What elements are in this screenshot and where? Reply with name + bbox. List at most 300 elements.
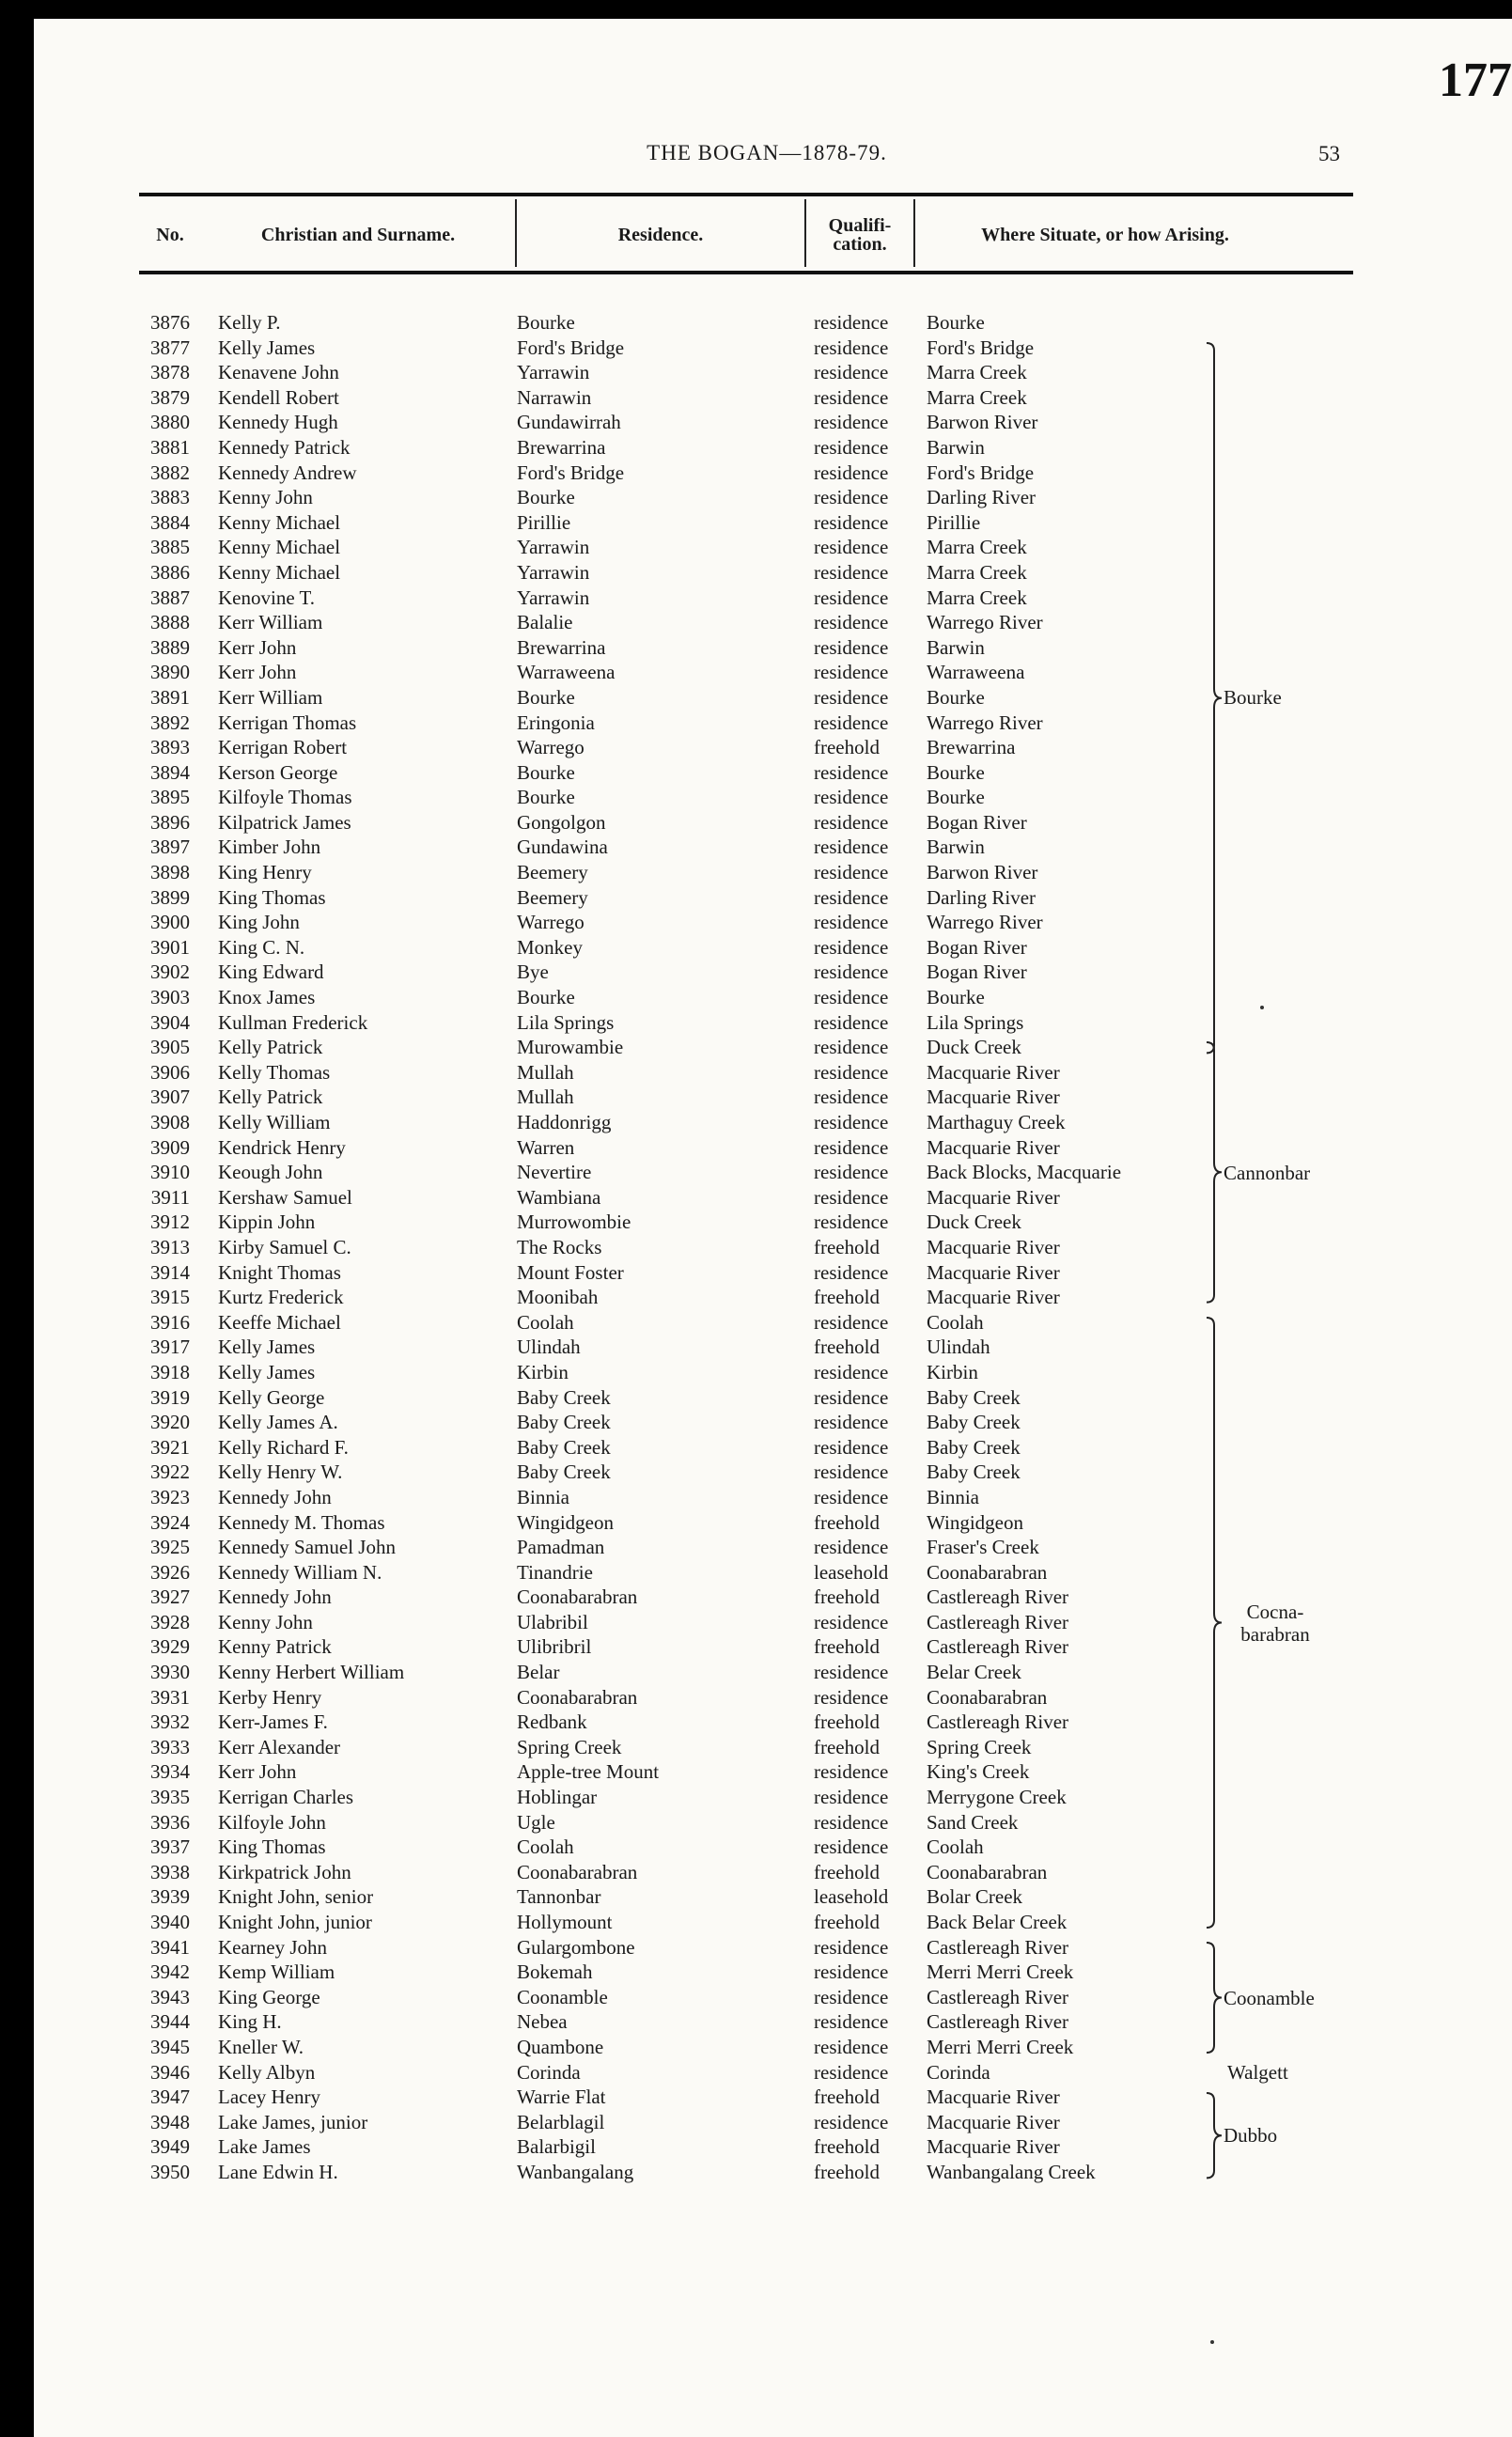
- cell-where: Merri Merri Creek: [927, 1961, 1074, 1984]
- cell-where: Barwon River: [927, 411, 1038, 434]
- cell-no: 3892: [150, 711, 190, 734]
- cell-qual: residence: [814, 1536, 889, 1559]
- cell-qual: residence: [814, 661, 889, 684]
- cell-res: Coonabarabran: [517, 1685, 638, 1709]
- cell-name: Lake James, junior: [218, 2110, 368, 2133]
- table-row: [34, 1935, 1512, 1961]
- cell-qual: residence: [814, 2060, 889, 2084]
- cell-res: Ulibribril: [517, 1635, 592, 1659]
- cell-name: Kenny Michael: [218, 560, 341, 584]
- cell-qual: residence: [814, 861, 889, 884]
- cell-where: Baby Creek: [927, 1435, 1021, 1459]
- table-row: [34, 1310, 1512, 1336]
- group-label-line: Coonamble: [1224, 1986, 1315, 2009]
- cell-no: 3876: [150, 311, 190, 334]
- cell-no: 3909: [150, 1135, 190, 1159]
- cell-res: Bye: [517, 961, 549, 984]
- cell-qual: freehold: [814, 1735, 880, 1758]
- cell-no: 3931: [150, 1685, 190, 1709]
- cell-no: 3933: [150, 1735, 190, 1758]
- cell-qual: freehold: [814, 1911, 880, 1933]
- cell-res: Lila Springs: [517, 1010, 615, 1034]
- cell-where: Macquarie River: [927, 1235, 1060, 1258]
- cell-where: Merri Merri Creek: [927, 2035, 1074, 2058]
- cell-qual: residence: [814, 1661, 889, 1684]
- cell-res: Ugle: [517, 1810, 555, 1834]
- cell-no: 3915: [150, 1286, 190, 1309]
- cell-name: Kennedy Hugh: [218, 411, 338, 434]
- cell-where: Coonabarabran: [927, 1685, 1048, 1709]
- cell-name: Kelly Patrick: [218, 1036, 323, 1059]
- cell-no: 3880: [150, 411, 190, 434]
- cell-qual: residence: [814, 1485, 889, 1508]
- table-row: [34, 1135, 1512, 1161]
- table-row: [34, 2060, 1512, 2086]
- cell-res: Yarrawin: [517, 536, 590, 559]
- table-row: [34, 835, 1512, 860]
- cell-name: Lane Edwin H.: [218, 2160, 338, 2183]
- cell-qual: residence: [814, 911, 889, 934]
- cell-res: Warrego: [517, 911, 585, 934]
- folio-number: 177: [1439, 54, 1512, 107]
- document-page: [34, 19, 1512, 2437]
- cell-res: Bourke: [517, 760, 575, 784]
- cell-no: 3910: [150, 1161, 190, 1184]
- cell-qual: residence: [814, 1411, 889, 1434]
- table-row: [34, 1485, 1512, 1510]
- cell-no: 3888: [150, 611, 190, 634]
- cell-no: 3879: [150, 385, 190, 409]
- cell-res: Hoblingar: [517, 1786, 598, 1809]
- cell-name: King C. N.: [218, 935, 305, 959]
- table-row: [34, 1235, 1512, 1260]
- cell-where: Macquarie River: [927, 1185, 1060, 1209]
- table-row: [34, 2134, 1512, 2160]
- cell-res: Bokemah: [517, 1961, 593, 1984]
- table-row: [34, 360, 1512, 385]
- cell-res: Coonabarabran: [517, 1586, 638, 1609]
- cell-no: 3930: [150, 1661, 190, 1684]
- cell-where: Bolar Creek: [927, 1885, 1023, 1909]
- cell-where: Baby Creek: [927, 1461, 1021, 1484]
- cell-name: Kenny Michael: [218, 536, 341, 559]
- cell-name: Knight John, senior: [218, 1885, 374, 1909]
- cell-name: Kerrigan Charles: [218, 1786, 354, 1809]
- cell-qual: residence: [814, 1435, 889, 1459]
- cell-name: Kendrick Henry: [218, 1135, 346, 1159]
- cell-qual: residence: [814, 1211, 889, 1234]
- cell-name: Kershaw Samuel: [218, 1185, 352, 1209]
- cell-where: Castlereagh River: [927, 1610, 1069, 1633]
- print-speck: [1210, 2340, 1214, 2344]
- table-row: [34, 435, 1512, 461]
- table-row: [34, 635, 1512, 661]
- cell-res: Coolah: [517, 1310, 574, 1334]
- table-row: [34, 1535, 1512, 1560]
- cell-name: Knight Thomas: [218, 1260, 341, 1284]
- cell-where: Marra Creek: [927, 536, 1027, 559]
- cell-qual: freehold: [814, 736, 880, 759]
- cell-res: Wanbangalang: [517, 2160, 634, 2183]
- cell-name: Kelly James: [218, 1360, 316, 1383]
- cell-where: Castlereagh River: [927, 1711, 1069, 1734]
- cell-no: 3924: [150, 1510, 190, 1534]
- cell-qual: residence: [814, 1610, 889, 1633]
- cell-where: Bourke: [927, 685, 985, 709]
- cell-name: Kelly Richard F.: [218, 1435, 349, 1459]
- cell-where: Brewarrina: [927, 736, 1016, 759]
- cell-res: Murrowombie: [517, 1211, 631, 1234]
- cell-where: Castlereagh River: [927, 1586, 1069, 1609]
- cell-res: Coonamble: [517, 1985, 608, 2008]
- cell-qual: residence: [814, 1310, 889, 1334]
- column-divider: [913, 199, 915, 267]
- cell-name: Kullman Frederick: [218, 1010, 368, 1034]
- cell-no: 3891: [150, 685, 190, 709]
- cell-qual: residence: [814, 435, 889, 459]
- cell-name: King John: [218, 911, 300, 934]
- table-row: [34, 1759, 1512, 1785]
- cell-where: Wanbangalang Creek: [927, 2160, 1096, 2183]
- cell-res: Baby Creek: [517, 1411, 611, 1434]
- cell-res: Ulabribil: [517, 1610, 588, 1633]
- table-row: [34, 310, 1512, 336]
- cell-res: Balarbigil: [517, 2135, 596, 2159]
- cell-no: 3887: [150, 586, 190, 609]
- table-row: [34, 1410, 1512, 1435]
- cell-where: Back Belar Creek: [927, 1911, 1068, 1933]
- cell-name: Kerr-James F.: [218, 1711, 328, 1734]
- cell-res: The Rocks: [517, 1235, 602, 1258]
- cell-qual: freehold: [814, 1860, 880, 1883]
- cell-qual: residence: [814, 1385, 889, 1409]
- cell-qual: residence: [814, 361, 889, 384]
- cell-no: 3883: [150, 486, 190, 509]
- cell-res: Brewarrina: [517, 635, 606, 659]
- cell-where: Macquarie River: [927, 1060, 1060, 1084]
- cell-no: 3918: [150, 1360, 190, 1383]
- cell-no: 3877: [150, 336, 190, 359]
- cell-res: Baby Creek: [517, 1385, 611, 1409]
- cell-name: Kelly James: [218, 336, 316, 359]
- group-label: [1224, 686, 1282, 709]
- cell-name: Kelly James A.: [218, 1411, 338, 1434]
- cell-res: Warrie Flat: [517, 2086, 606, 2109]
- cell-res: Tinandrie: [517, 1560, 593, 1584]
- cell-qual: residence: [814, 1786, 889, 1809]
- table-row: [34, 586, 1512, 611]
- cell-qual: freehold: [814, 1235, 880, 1258]
- cell-qual: freehold: [814, 2086, 880, 2109]
- cell-no: 3928: [150, 1610, 190, 1633]
- table-row: [34, 1010, 1512, 1036]
- cell-where: Duck Creek: [927, 1036, 1021, 1059]
- cell-no: 3923: [150, 1485, 190, 1508]
- table-row: [34, 1860, 1512, 1885]
- cell-name: Kenny John: [218, 486, 313, 509]
- table-row: [34, 510, 1512, 536]
- cell-where: Sand Creek: [927, 1810, 1019, 1834]
- cell-no: 3932: [150, 1711, 190, 1734]
- cell-name: Kennedy John: [218, 1485, 332, 1508]
- cell-where: Kirbin: [927, 1360, 978, 1383]
- table-row: [34, 1285, 1512, 1310]
- cell-res: Pirillie: [517, 510, 571, 534]
- cell-no: 3906: [150, 1060, 190, 1084]
- cell-res: Bourke: [517, 786, 575, 809]
- cell-qual: residence: [814, 536, 889, 559]
- cell-where: Lila Springs: [927, 1010, 1024, 1034]
- cell-name: Kilfoyle Thomas: [218, 786, 352, 809]
- table-row: [34, 1685, 1512, 1711]
- cell-where: Warrego River: [927, 711, 1043, 734]
- cell-no: 3905: [150, 1036, 190, 1059]
- cell-where: Barwin: [927, 435, 985, 459]
- cell-res: Eringonia: [517, 711, 595, 734]
- cell-no: 3885: [150, 536, 190, 559]
- cell-where: Barwin: [927, 836, 985, 859]
- cell-res: Gundawina: [517, 836, 608, 859]
- cell-qual: residence: [814, 1185, 889, 1209]
- cell-name: Kenavene John: [218, 361, 339, 384]
- table-row: [34, 385, 1512, 411]
- cell-no: 3897: [150, 836, 190, 859]
- cell-no: 3950: [150, 2160, 190, 2183]
- cell-no: 3937: [150, 1836, 190, 1859]
- cell-qual: residence: [814, 961, 889, 984]
- cell-name: Kippin John: [218, 1211, 316, 1234]
- table-row: [34, 885, 1512, 911]
- cell-qual: residence: [814, 1060, 889, 1084]
- cell-where: Bourke: [927, 760, 985, 784]
- cell-name: King Henry: [218, 861, 312, 884]
- cell-res: Beemery: [517, 861, 588, 884]
- cell-name: Kelly Albyn: [218, 2060, 316, 2084]
- running-title: THE BOGAN—1878-79.: [647, 141, 887, 164]
- cell-where: Macquarie River: [927, 1260, 1060, 1284]
- cell-name: Kemp William: [218, 1961, 335, 1984]
- cell-no: 3936: [150, 1810, 190, 1834]
- cell-qual: freehold: [814, 1286, 880, 1309]
- cell-no: 3898: [150, 861, 190, 884]
- table-row: [34, 985, 1512, 1010]
- cell-qual: freehold: [814, 1711, 880, 1734]
- cell-name: Kennedy Andrew: [218, 461, 357, 484]
- cell-res: Nevertire: [517, 1161, 592, 1184]
- cell-res: Baby Creek: [517, 1461, 611, 1484]
- table-row: [34, 960, 1512, 985]
- cell-no: 3944: [150, 2010, 190, 2034]
- table-row: [34, 1884, 1512, 1910]
- cell-name: Kennedy Patrick: [218, 435, 351, 459]
- cell-no: 3904: [150, 1010, 190, 1034]
- cell-res: Spring Creek: [517, 1735, 622, 1758]
- header-where: Where Situate, or how Arising.: [981, 225, 1229, 245]
- cell-res: Yarrawin: [517, 560, 590, 584]
- cell-where: Belar Creek: [927, 1661, 1021, 1684]
- cell-res: Corinda: [517, 2060, 581, 2084]
- table-row: [34, 461, 1512, 486]
- cell-qual: residence: [814, 1836, 889, 1859]
- cell-no: 3921: [150, 1435, 190, 1459]
- cell-name: Kirkpatrick John: [218, 1860, 351, 1883]
- table-row: [34, 1560, 1512, 1586]
- group-label-line: Cannonbar: [1224, 1161, 1311, 1184]
- table-row: [34, 2085, 1512, 2110]
- group-label: [1224, 1162, 1310, 1184]
- header-top-rule: [139, 193, 1353, 196]
- cell-no: 3939: [150, 1885, 190, 1909]
- header-residence: Residence.: [617, 225, 704, 245]
- cell-no: 3911: [150, 1185, 190, 1209]
- cell-qual: residence: [814, 1935, 889, 1959]
- cell-where: Merrygone Creek: [927, 1786, 1067, 1809]
- cell-qual: residence: [814, 461, 889, 484]
- table-row: [34, 535, 1512, 560]
- cell-qual: residence: [814, 1161, 889, 1184]
- table-row: [34, 2110, 1512, 2135]
- table-row: [34, 1510, 1512, 1536]
- cell-where: Darling River: [927, 885, 1037, 909]
- cell-name: Keeffe Michael: [218, 1310, 341, 1334]
- cell-no: 3916: [150, 1310, 190, 1334]
- cell-no: 3917: [150, 1336, 190, 1359]
- cell-res: Wambiana: [517, 1185, 601, 1209]
- cell-where: Macquarie River: [927, 1286, 1060, 1309]
- cell-no: 3925: [150, 1536, 190, 1559]
- table-row: [34, 1735, 1512, 1760]
- group-label-line: Bourke: [1224, 686, 1282, 710]
- cell-name: Kerrigan Robert: [218, 736, 348, 759]
- cell-name: Lacey Henry: [218, 2086, 321, 2109]
- cell-res: Mullah: [517, 1086, 574, 1109]
- cell-res: Narrawin: [517, 385, 592, 409]
- cell-qual: residence: [814, 311, 889, 334]
- cell-res: Yarrawin: [517, 361, 590, 384]
- cell-qual: freehold: [814, 1635, 880, 1659]
- cell-name: Kurtz Frederick: [218, 1286, 344, 1309]
- cell-qual: residence: [814, 510, 889, 534]
- cell-no: 3919: [150, 1385, 190, 1409]
- cell-no: 3940: [150, 1911, 190, 1933]
- table-row: [34, 735, 1512, 760]
- cell-no: 3920: [150, 1411, 190, 1434]
- cell-no: 3881: [150, 435, 190, 459]
- cell-res: Ulindah: [517, 1336, 581, 1359]
- cell-name: Kerr William: [218, 685, 323, 709]
- cell-res: Nebea: [517, 2010, 568, 2034]
- cell-no: 3912: [150, 1211, 190, 1234]
- cell-res: Kirbin: [517, 1360, 569, 1383]
- cell-where: Bourke: [927, 311, 985, 334]
- cell-name: Knox James: [218, 986, 316, 1009]
- cell-where: Macquarie River: [927, 1135, 1060, 1159]
- cell-qual: freehold: [814, 1336, 880, 1359]
- cell-no: 3908: [150, 1111, 190, 1133]
- cell-qual: residence: [814, 2035, 889, 2058]
- cell-name: Kearney John: [218, 1935, 328, 1959]
- table-row: [34, 1435, 1512, 1461]
- cell-qual: residence: [814, 1360, 889, 1383]
- cell-name: Kerson George: [218, 760, 338, 784]
- cell-qual: residence: [814, 711, 889, 734]
- table-row: [34, 711, 1512, 736]
- cell-where: Bourke: [927, 986, 985, 1009]
- cell-name: Lake James: [218, 2135, 311, 2159]
- cell-where: Warraweena: [927, 661, 1025, 684]
- cell-no: 3886: [150, 560, 190, 584]
- cell-res: Belarblagil: [517, 2110, 605, 2133]
- cell-name: Kerr John: [218, 661, 297, 684]
- cell-where: Marra Creek: [927, 361, 1027, 384]
- cell-qual: residence: [814, 1961, 889, 1984]
- cell-where: Darling River: [927, 486, 1037, 509]
- cell-qual: residence: [814, 385, 889, 409]
- cell-no: 3901: [150, 935, 190, 959]
- cell-qual: residence: [814, 760, 889, 784]
- table-row: [34, 1835, 1512, 1860]
- table-row: [34, 685, 1512, 711]
- cell-where: Coolah: [927, 1310, 984, 1334]
- cell-where: Castlereagh River: [927, 1935, 1069, 1959]
- cell-res: Beemery: [517, 885, 588, 909]
- cell-qual: residence: [814, 836, 889, 859]
- table-row: [34, 860, 1512, 885]
- cell-no: 3941: [150, 1935, 190, 1959]
- cell-res: Bourke: [517, 986, 575, 1009]
- cell-where: Macquarie River: [927, 2135, 1060, 2159]
- cell-no: 3907: [150, 1086, 190, 1109]
- cell-res: Haddonrigg: [517, 1111, 612, 1133]
- cell-where: Duck Creek: [927, 1211, 1021, 1234]
- cell-name: Kenovine T.: [218, 586, 316, 609]
- cell-res: Hollymount: [517, 1911, 613, 1933]
- cell-no: 3922: [150, 1461, 190, 1484]
- cell-qual: residence: [814, 2110, 889, 2133]
- cell-where: King's Creek: [927, 1760, 1030, 1784]
- cell-qual: freehold: [814, 1510, 880, 1534]
- table-row: [34, 1385, 1512, 1411]
- cell-qual: freehold: [814, 2135, 880, 2159]
- cell-where: Castlereagh River: [927, 1635, 1069, 1659]
- cell-res: Binnia: [517, 1485, 569, 1508]
- cell-where: Coolah: [927, 1836, 984, 1859]
- cell-no: 3934: [150, 1760, 190, 1784]
- cell-where: Fraser's Creek: [927, 1536, 1039, 1559]
- print-speck: [1260, 1006, 1264, 1009]
- cell-where: Corinda: [927, 2060, 990, 2084]
- cell-where: Coonabarabran: [927, 1560, 1048, 1584]
- cell-no: 3946: [150, 2060, 190, 2084]
- group-label: [1224, 1601, 1327, 1646]
- cell-where: Bogan River: [927, 961, 1027, 984]
- cell-qual: residence: [814, 411, 889, 434]
- cell-name: King George: [218, 1985, 320, 2008]
- cell-qual: residence: [814, 611, 889, 634]
- header-no: No.: [156, 225, 184, 245]
- cell-where: Coonabarabran: [927, 1860, 1048, 1883]
- cell-qual: residence: [814, 1461, 889, 1484]
- cell-name: Kilpatrick James: [218, 810, 351, 834]
- table-row: [34, 1960, 1512, 1985]
- cell-qual: residence: [814, 1010, 889, 1034]
- cell-name: Kerrigan Thomas: [218, 711, 357, 734]
- cell-where: Bourke: [927, 786, 985, 809]
- cell-qual: residence: [814, 2010, 889, 2034]
- cell-qual: residence: [814, 1810, 889, 1834]
- cell-no: 3935: [150, 1786, 190, 1809]
- cell-where: Ford's Bridge: [927, 336, 1035, 359]
